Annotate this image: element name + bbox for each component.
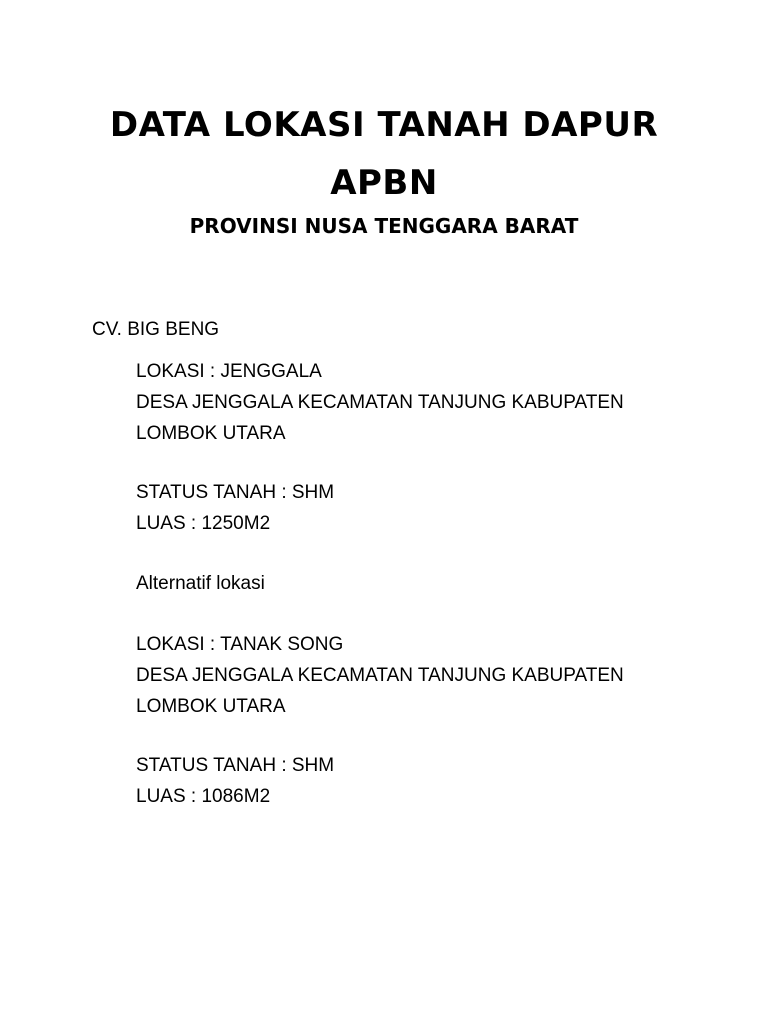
primary-location-block (136, 356, 736, 449)
primary-details-block (136, 477, 736, 539)
alternative-heading-block (136, 568, 736, 599)
primary-lokasi: LOKASI : JENGGALA (136, 361, 322, 382)
alternative-lokasi: LOKASI : TANAK SONG (136, 634, 344, 655)
alternative-address-line-2: LOMBOK UTARA (136, 696, 286, 717)
document-subtitle: PROVINSI NUSA TENGGARA BARAT (189, 214, 579, 238)
primary-address-line-1: DESA JENGGALA KECAMATAN TANJUNG KABUPATEN (136, 392, 624, 413)
primary-address-line-2: LOMBOK UTARA (136, 423, 286, 444)
primary-luas: LUAS : 1250M2 (136, 513, 271, 534)
primary-status-tanah: STATUS TANAH : SHM (136, 482, 335, 503)
alternative-status-tanah: STATUS TANAH : SHM (136, 755, 335, 776)
alternative-address-line-1: DESA JENGGALA KECAMATAN TANJUNG KABUPATEN (136, 665, 624, 686)
document-title (0, 96, 768, 212)
alternative-details-block (136, 750, 736, 812)
alternative-location-block (136, 629, 736, 722)
title-line-2: APBN (330, 163, 438, 203)
alternative-heading: Alternatif lokasi (136, 573, 265, 594)
alternative-luas: LUAS : 1086M2 (136, 786, 271, 807)
title-line-1: DATA LOKASI TANAH DAPUR (109, 105, 659, 145)
company-name: CV. BIG BENG (92, 319, 220, 340)
